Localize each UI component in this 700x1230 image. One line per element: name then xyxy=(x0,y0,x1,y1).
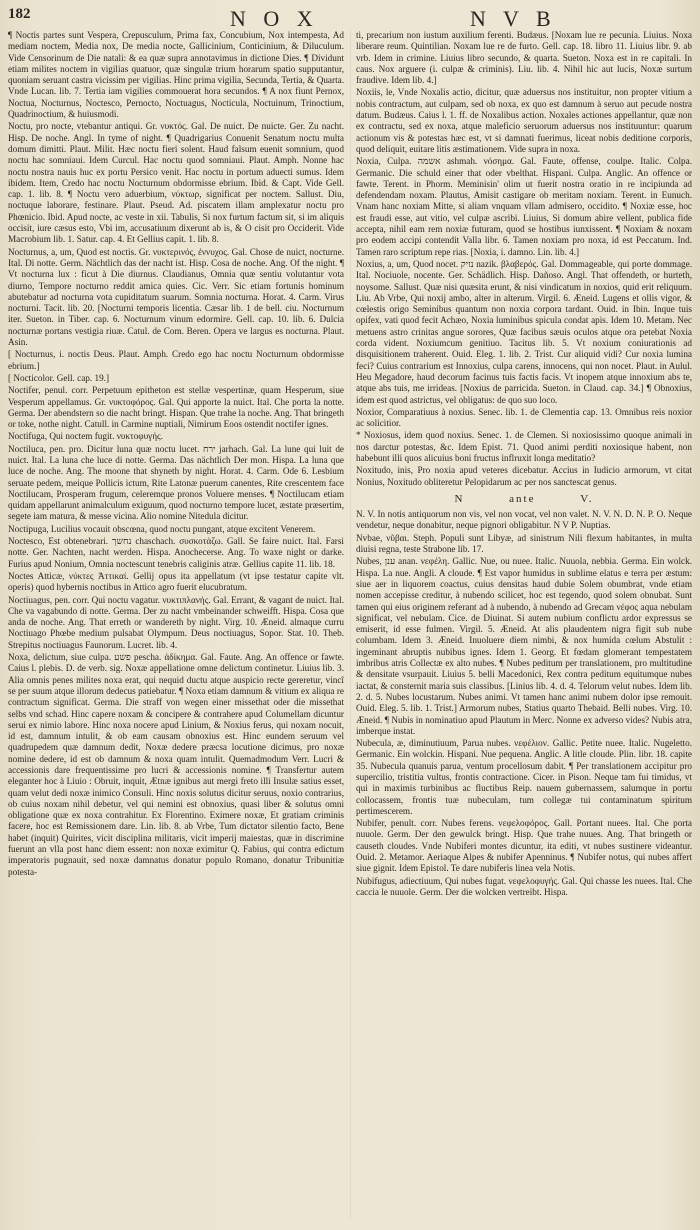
entry-nubes: Nubes, ענן anan. νεφέλη. Gallic. Nue, ou nuee. Italic. Nuuola, nebbia. Germa. Ein wolck. Hispa. La nue. Angli. A cloude. ¶ Est vapor humidus in sublime elatus e terra per æstum: siue aer in liquorem coactus, cuius densitas haud dubie Solem obumbrat, vnde etiam nomen accepisse creditur, à nubendo scilicet, hoc est tegendo, quod solem obnubat. Sunt tamen qui eius originem referant ad à nubendo, à nubendo ad Grecam νέφος aqua nebulam significat, vel nebulam. Cice. de Diuinat. Si autem nubium conflictu ardor expressus se emiserit, id esse fulmen. Virgil. 5. Æneid. At alis plaudentem nigra figit sub nube columbam. Idem 3. Æneid. Inuoluere diem nimbi, & nox humida cœlum Abstulit : ingeminant abruptis nubibus ignes. Idem 1. Georg. Et fœdam glomerant tempestatem imbribus atris Collectæ ex alto nubes. ¶ Nubes peditum per translationem, pro multitudine & densitate vsurpauit. Liuius 5. belli Macedonici, Rex contra peditum equitumque nubes iactat, & consternit maria suis classibus. [Linius lib. 4. d. 4. Telorum velut nubes. Idem lib. 2. d. 5. Nubes locustarum. Nubes animi. Vt tamen hanc animi nubem dolor ipse remouit. Ouid. Eleg. 5. lib. 1. Trist.] Armorum nubes, Statius quarto Thebaid. Belli nubes. Virg. 10. Æneid. ¶ Nubis in nominatiuo apud Plautum in Merc. Nonne ex adverso vides? Nubis atra, imberque instat. xyxy=(356,556,692,736)
right-column xyxy=(356,30,692,1225)
entry-noctifuga: Noctifuga, Qui noctem fugit. νυκτοφυγής. xyxy=(8,431,163,442)
entry-noxior: Noxior, Comparatiuus à noxius. Senec. lib. 1. de Clementia cap. 13. Omnibus reis noxior ac solicitior. xyxy=(356,406,692,429)
entry-noctipuga: Noctipuga, Lucilius vocauit obscœna, quod noctu pungant, atque excitent Venerem. xyxy=(8,523,316,534)
entry-noxa: Noxa, delictum, siue culpa. פשע pescha. ἀδίκημα. Gal. Faute. Ang. An offence or fawte. Caius l. plebis. D. de verb. sig. Noxæ appellatione omne delictum continetur. Liuius lib. 3. Alia omnis penes milites noxa erat, qui nequid ductu atque auspicio recte gereretur, vincî se per suum atque illorum dedecus patiebatur. ¶ Noxa etiam damnum & vitium ex aliqua re contractum significat. Germa. Die straff von wegen einer missethat oder die missethat selbs vnd schad. Hinc capere noxam & concipere & contrahere apud Columellam dicuntur serui ex nimio labore. Hinc noxa nocere apud Linium, & Noxius ferus, qui noxam nocuit, id est, damnum intulit, & ob eam causam obnoxius est. Hinc eundem seruum vel quadrupedem quæ damnum dedit, Noxæ dedere præcsa locutione dicimus, pro noxæ nomine dedere, id est ob damnum & noxa quam intulit. Quemadmodum Verr. Lucri & accessionis dare frequentissime pro lucri & accessionis nomine. ¶ Transfertur autem eleganter hoc à Liuio : Obruit, inquit, Ætnæ ignibus aut mergi freto illi Insulæ satius esset, quam velut dedi noxæ inimico Consuli. Hinc noxis solutus dicitur seruus, noxio contrarius, ob cuius noxam nihil debetur, vel qui nemini est obnoxius, quasi liber & solutus omni obligatione quæ ex noxa contrahitur. Ex Florentino. Eximere noxæ, Et gratiam criminis facere, hoc est Remissionem dare. Lin. lib. 8. ab Vrbe, Tum dictator silentio facto, Bene habet (inquit) Quirites, vicit disciplina militaris, vicit imperij maiestas, quæ in discrimine fuerunt an vlla post hanc diem essent: non noxæ eximitur Q. Fabius, qui contra edictum imperatoris pugnauit, sed noxæ damnatus donatur populo Romano, donatur Tribunitiæ potesta- xyxy=(8,652,344,877)
column-gutter xyxy=(350,30,351,1220)
entry-nox-partes: ¶ Noctis partes sunt Vespera, Crepusculum, Prima fax, Concubium, Nox intempesta, Ad mediam noctem, Media nox, De media nocte, Gallicinium, Conticinium, & Diluculum. Vide Censorinum de Die natali: & ea quæ supra annotavimus in dictione Dies. ¶ Dividunt etiam milites noctem in vigilias quatuor, quæ singulæ trium horarum spatio supputantur, quoniam seruant castra vicissim per vigilias. Hinc prima vigilia, Secunda, Tertia, & Quarta. Vnde Lucan. lib. 7. Tertia iam vigilies commouerat hora secundos. ¶ A nox fiunt Pernox, Noctua, Nocturnus, Noctesco, Pernocto, Noctuagus, Nocticula, Noctuinum, Trinoctium, Quadrinoctium, & huiusmodi. xyxy=(8,30,344,120)
section-divider xyxy=(356,494,692,505)
entry-noctiluca: Noctiluca, pen. pro. Dicitur luna quæ noctu lucet. ירח jarhach. Gal. La lune qui luit de nuict. Ital. La luna che luce di notte. Germa. Das nächtlich Der mon. Hispa. La luna que luce de noche. Ang. The moone that shyneth by night. Horat. 4. Carm. Ode 6. Lesbium seruate pedem, meique Pollicis ictum, Rite Latonæ puerum canentes, Rite crescentem face Noctilucam, Prosperam frugum, celeremque pronos Voluere menses. ¶ Noctilucam etiam quidam appellarunt animalculum exiguum, quod nocturno tempore lucet, æstate præsertim, segete iam matura, & messe vicina. Alio nomine Nitedula dicitur. xyxy=(8,443,344,522)
entry-nocturnus: Nocturnus, a, um, Quod est noctis. Gr. νυκτερινός, ἐννυχος. Gal. Chose de nuict, nocturne. Ital. Di notte. Germ. Nächtlich das der nacht ist. Hisp. Cosa de noche. Ang. Of the night. ¶ Vt nocturna lux : ficut à Die diurnus. Claudianus, Omnia quæ sentiu volutantur vota diurno, Tempore nocturno reddit amica quies. Cic. Verr. Sic etiam fortunis hominum abutebatur ad nocturna vota cupiditatum suarum. Somnia nocturna. Horat. 4. Carm. Virus nocturni. Tacit. lib. 20. [Nocturni temporis licentia. Cæsar lib. 1 de bell. ciu. Nocturnum iter. Sueton. in Tiber. cap. 6. Nocturnum vinum edormire. Gell. cap. 10. lib. 6. Dulcia nocturnæ portans vestigia riuæ. Catul. de Com. Beren. Opera ve largus es nocturna. Plaut. Asin. xyxy=(8,246,344,348)
entry-noxius: Noxius, a, um, Quod nocet. נזיק nazik. βλαβερός. Gal. Dommageable, qui porte dommage. Ital. Nociuole, nocente. Ger. Schädlich. Hisp. Dañoso. Angl. That offendeth, or hurteth, noysome. Sallust. Quæ nisi quæsita erunt, & nisi vindicatum in noxios, quid erit reliquum. Liu. Ab Vrbe, Qui noxij ambo, alter in alterum. Virgil. 6. Æneid. Lugens et ollis vigor, & cœlestis origo Seminibus quantum non noxia corpora tardant. Ouid. in Ibin. Inque tuis opifex, vati quod fecit Achæo, Noxia luminibus spicula condat apis. Idem 10. Metam. Nec metuens astro crinitas angue sorores, Quæ facibus sæuis oculos atque ora petebat Noxia corda vident. Noxiumcum genitiuo. Tacitus lib. 5. Vt noxium coniurationis ad disquisitionem traherent. Ouid. Eleg. 1. lib. 2. Trist. Cur aliquid vidi? Cur noxia lumina feci? Cuius contrarium est Innoxius, culpa carens, innocens, qui non nocet. Plaut. in Aulul. Heu Megadore, haud decorum facinus tuis factis facis. Vt inopem atque innoxium abs te, atque abs tuis, me irrideas. [Noxius de parricida. Sueton. in Claud. cap. 34.] ¶ Obnoxius, idem est quod astrictus, vel obligatus: de quo suo loco. xyxy=(356,258,692,405)
entry-noctiuagus: Noctiuagus, pen. corr. Qui noctu vagatur. νυκτιπλανής. Gal. Errant, & vagant de nuict. Ital. Che va vagabundo di notte. Germa. Der zu nacht vmbeinander schweifft. Hispa. Cosa que anda de noche. Ang. That erreth or wandereth by night. Virg. 10. Æneid. almaque curru Noctiuago Phœbe medium pulsabat Olympum. Deus noctiuagus, Sopor. Stat. 10. Theb. Strepitus noctiuagus Faunorum. Lucret. lib. 4. xyxy=(8,594,344,650)
entry-nubifugus: Nubifugus, adiectiuum, Qui nubes fugat. νεφελοφυγής. Gal. Qui chasse les nuees. Ital. Che caccia le nuuole. Germ. Der die wolcken vertreibt. Hispa. xyxy=(356,875,692,897)
running-head-right: N V B xyxy=(470,6,557,31)
left-column xyxy=(8,30,344,1225)
entry-noctifer: Noctifer, penul. corr. Perpetuum epitheton est stellæ vespertinæ, quam Hesperum, siue Vesperum appellamus. Gr. νυκτοφόρος. Gal. Qui apporte la nuict. Ital. Che porta la notte. Germa. Der abendstern so die nacht bringt. Hispan. Que trahe la noche. Ang. That bringeth or toke, nothe night. Catull. in Carmine nuptiali, Nimirum Eoos ostendit noctifer ignes. xyxy=(8,385,344,430)
entry-nubifer: Nubifer, penult. corr. Nubes ferens. νεφελοφόρος. Gall. Portant nuees. Ital. Che porta nuuole. Germ. Der den gewulck bringt. Hisp. Que trahe nuues. Ang. That bringeth or causeth cloudes. Vnde Nubiferi montes dicuntur, ita editi, vt nubes sustinere videantur. Ouid. 2. Metamor. Aeriaque Alpes & nubifer Apenninus. ¶ Nubifer notus, qui nubes affert siue gignit. Idem Epistol. Te dare nubiferis linea vela Notis. xyxy=(356,818,692,874)
entry-nubecula: Nubecula, æ, diminutiuum, Parua nubes. νεφέλιον. Gallic. Petite nuee. Italic. Nugeletto. Germanic. Ein wolckin. Hispani. Nue pequena. Anglic. A litle cloude. Plin. libr. 18. capite 35. Nubecula quanuis parua, ventum procellosum dabit. ¶ Per translationem accipitur pro supercilio, tristitia vultus, frontis contractione. Cicer. in Pison. Neque tam fui timidus, vt qui in maximis turbinibus ac fluctibus Reip. nauem gubernassem, salumque in portu collocassem, frontis tuæ nubeculam, tum collegæ tui contaminatum spiritum pertimescerem. xyxy=(356,738,692,816)
entry-noxalis: Noxiis, le, Vnde Noxalis actio, dicitur, quæ aduersus nos instituitur, non propter vitium a nobis contractum, aut culpam, sed ob noxa, ex quo est damnum à seruo aut pecude nostra datum. Budæus. Caius l. 1. ff. de Noxalibus action. Noxales actiones appellantur, quæ non ex contractu, sed ex noxa, atque maleficio seruorum aduersus nos instituuntur: quarum actionum vis & potestas hæc est, vt si damnati fuerimus, liceat nobis deditione corporis, quod deliquit, euitare litis æstimationem. Vide supra in noxa. xyxy=(356,87,692,154)
entry-noctu: Noctu, pro nocte, vtebantur antiqui. Gr. νυκτός. Gal. De nuict. De nuicte. Ger. Zu nacht. Hisp. De noche. Angl. In tyme of night. ¶ Quadrigarius Conuenit Senatum noctu multa domum dimitti. Plaut. Milit. Hæc noctu fieri solent. Haud falsum euenit somnium, quod noctu hac somniaui. Idem Curcul. Hac noctu quod somniaui. Plaut. Amph. Nonne hac noctu nostra nauis huc ex portu Persico venit. Hac noctu in portum aduecti sumus. Idem ibidem. Item, Credo hac noctu Nocturnum obdormisse ebrium. Ibid. & Capt. Vide Gell. cap. 1. lib. 8. ¶ Noctu vero aduerbium, νύκτωρ, significat per noctem. Sallust. Diu, noctuque laborare, festinare. Plaut. Pseud. Ad. piscatem illam amplexatur noctu pro Phœnicio. Ibid. Apud nocte, ac veste in xii. Tabulis, Si nox furtum factum sit, si im aliquis occisit, iure cæsus esto, Vbi im, accusatiuum dixerunt ab is, & O cisit pro Occiderit. Vide Macrobium lib. 1. Satur. cap. 4. Et Gellius capit. 1. lib. 8. xyxy=(8,121,344,245)
entry-nocticolor: [ Nocticolor. Gell. cap. 19.] xyxy=(8,372,110,383)
divider-center: ante xyxy=(509,492,536,505)
entry-nubae: Nvbae, νῦβαι. Steph. Populi sunt Libyæ, ad sinistrum Nili flexum habitantes, in multa diuisi regna, teste Strabone lib. 17. xyxy=(356,532,692,555)
running-head-left: N O X xyxy=(230,6,319,31)
entry-nocturnus-deus: [ Nocturnus, i. noctis Deus. Plaut. Amph. Credo ego hac noctu Nocturnum obdormisse ebrium.] xyxy=(8,349,344,371)
entry-noxiosus: * Noxiosus, idem quod noxius. Senec. 1. de Clemen. Si noxiosissimo quoque animali in nos darctur potestas, &c. Idem Epist. 71. Quod animi perditi noxiosique habent, non habebunt illi quos alicuius boni fructus inflruxit longa meditatio? xyxy=(356,430,692,463)
entry-noctes-atticae: Noctes Atticæ, νύκτες Ἀττικαί. Gellij opus ita appellatum (vt ipse testatur capite vlt. operis) quod hybernis noctibus in Attico agro fuerit elucubratum. xyxy=(8,570,344,593)
entry-noxa-continued: ti, precarium non iustum auxilium ferenti. Budæus. [Noxam lue re pecunia. Liuius. Noxa liberare reum. Quintilian. Noxam lue re de furto. Gell. cap. 18. libro 11. Liuius libr. 9. ab vrb. Idem in crimine. Liuius libro secundo, & quarta. Sueton. Noxa est in re capitali. In caus. Nox arguere (i. culpæ & criminis). Liu. lib. 4. Nihil hic aut lucis, Noxæ surtum fraudive. Idem lib. 4.] xyxy=(356,30,692,86)
divider-right: V. xyxy=(580,492,594,505)
entry-noxitudo: Noxitudo, inis, Pro noxia apud veteres dicebatur. Accius in Iudicio armorum, vt citat Nonius, Noxitudo obliteretur Pelopidarum ac per nos sanctescat genus. xyxy=(356,465,692,487)
page-header xyxy=(0,0,700,34)
entry-noxia: Noxia, Culpa. אשמה ashmah. νόσημα. Gal. Faute, offense, coulpe. Italic. Colpa. Germanic. Die schuld einer that oder vbelthat. Hispani. Culpa. Anglic. An offence or fawte. Terent. in Phorm. Meminisin' olim ut fuerit nostra oratio in re incipiunda ad defendendam noxam. Plautus, Amisit castigare ob meritam noxiam. Terent. in Eunuch. Vnam hanc noxiam Mitte, si aliam vnquam vllam admisero, occidito. ¶ Noxiæ esse, hoc est fraudi esse, aut vitio, vel culpæ ascribi. Liuius, Si domum abire vellent, publica fide accepta, nihil eam rem noxiæ futuram, quod se hostibus iunxissent. ¶ Noxiam & noxam pro eodem accipi contendit Valla libr. 6. Tamen noxiam pro noxa, id est Peccatum. Ind. Tamen raro scriptum repe rias. [Noxia, i. damno. Lin. lib. 4.] xyxy=(356,156,692,257)
entry-nv-abbreviation: N. V. In notis antiquorum non vis, vel non vocat, vel non valet. N. V. N. D. N. P. O. Neque vendetur, neque donabitur, neque pignori obligabitur. N V P. Nuptias. xyxy=(356,509,692,531)
divider-left: N xyxy=(454,492,465,505)
entry-noctesco: Noctesco, Est obtenebrari. נחשך chaschach. συσκοτάζω. Gall. Se faire nuict. Ital. Farsi notte. Ger. Nachten, nacht werden. Hispa. Anochecerse. Ang. To waxe night or darke. Furius apud Nonium, Omnia noctescunt tenebris caliginis atræ. Gellius capite 11. lib. 18. xyxy=(8,536,344,569)
page-number: 182 xyxy=(8,6,31,22)
